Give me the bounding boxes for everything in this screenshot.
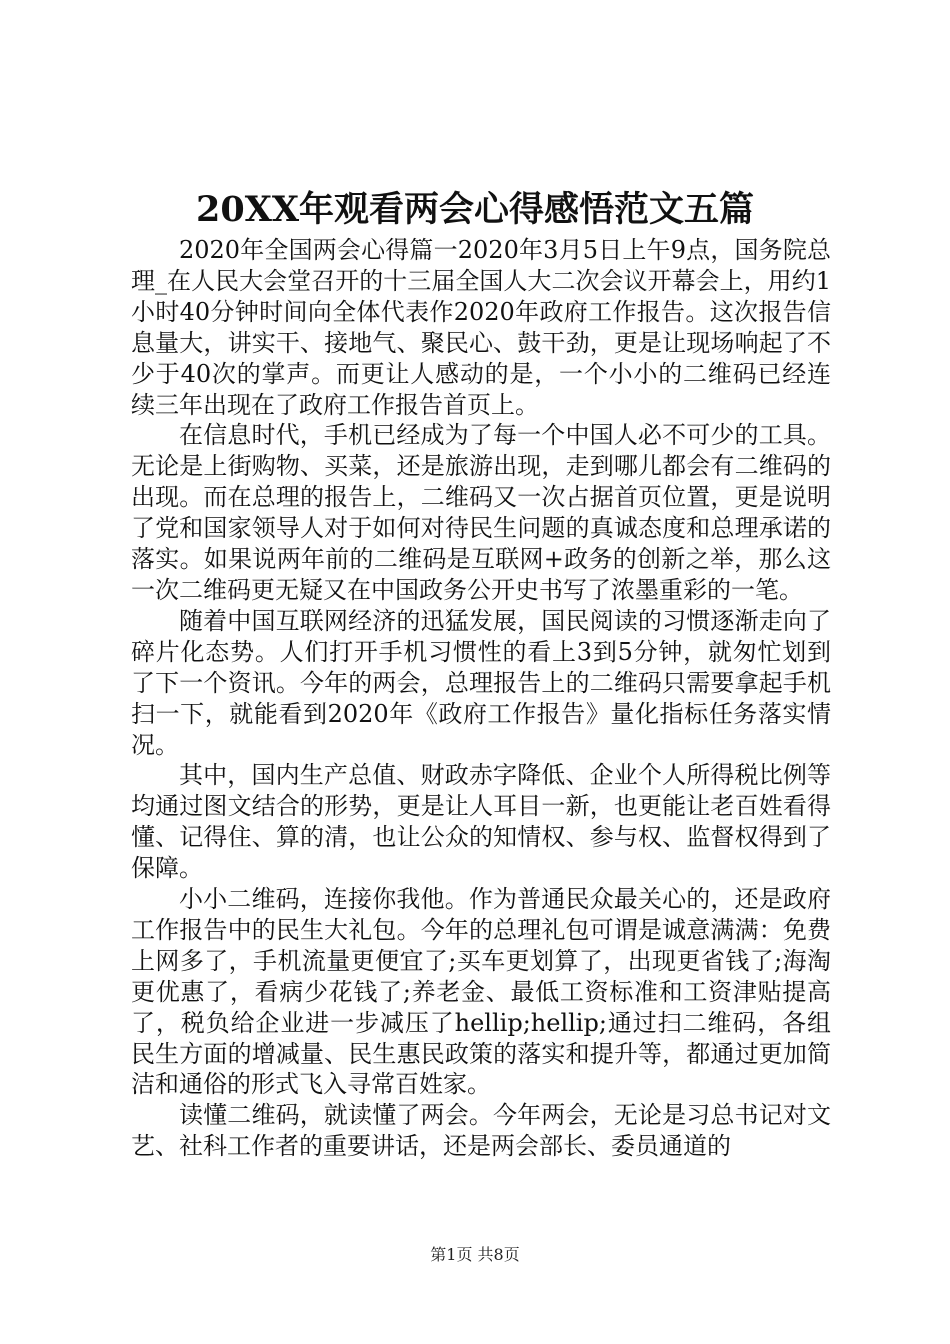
paragraph: 在信息时代，手机已经成为了每一个中国人必不可少的工具。无论是上街购物、买菜，还是旅游出现，走到哪儿都会有二维码的出现。而在总理的报告上，二维码又一次占据首页位置，更是说明了党和国家领导人对于如何对待民生问题的真诚态度和总理承诺的落实。如果说两年前的二维码是互联网+政务的创新之举，那么这一次二维码更无疑又在中国政务公开史书写了浓墨重彩的一笔。: [131, 421, 831, 604]
paragraph: 其中，国内生产总值、财政赤字降低、企业个人所得税比例等均通过图文结合的形势，更是让人耳目一新，也更能让老百姓看得懂、记得住、算的清，也让公众的知情权、参与权、监督权得到了保障。: [131, 761, 831, 883]
paragraph: 2020年全国两会心得篇一2020年3月5日上午9点，国务院总理_在人民大会堂召开的十三届全国人大二次会议开幕会上，用约1小时40分钟时间向全体代表作2020年政府工作报告。这次报告信息量大，讲实干、接地气、聚民心、鼓干劲，更是让现场响起了不少于40次的掌声。而更让人感动的是，一个小小的二维码已经连续三年出现在了政府工作报告首页上。: [131, 236, 831, 419]
document-title: 20XX年观看两会心得感悟范文五篇: [195, 189, 755, 230]
paragraph: 随着中国互联网经济的迅猛发展，国民阅读的习惯逐渐走向了碎片化态势。人们打开手机习惯性的看上3到5分钟，就匆忙划到了下一个资讯。今年的两会，总理报告上的二维码只需要拿起手机扫一下，就能看到2020年《政府工作报告》量化指标任务落实情况。: [131, 606, 831, 759]
page-footer: 第1页 共8页: [430, 1245, 520, 1264]
document-body: [131, 235, 831, 1162]
paragraph: 读懂二维码，就读懂了两会。今年两会，无论是习总书记对文艺、社科工作者的重要讲话，还是两会部长、委员通道的: [131, 1101, 831, 1161]
paragraph: 小小二维码，连接你我他。作为普通民众最关心的，还是政府工作报告中的民生大礼包。今年的总理礼包可谓是诚意满满：免费上网多了，手机流量更便宜了;买车更划算了，出现更省钱了;海淘更优惠了，看病少花钱了;养老金、最低工资标准和工资津贴提高了，税负给企业进一步减压了hellip;hellip;通过扫二维码，各组民生方面的增减量、民生惠民政策的落实和提升等，都通过更加简洁和通俗的形式飞入寻常百姓家。: [131, 885, 831, 1099]
